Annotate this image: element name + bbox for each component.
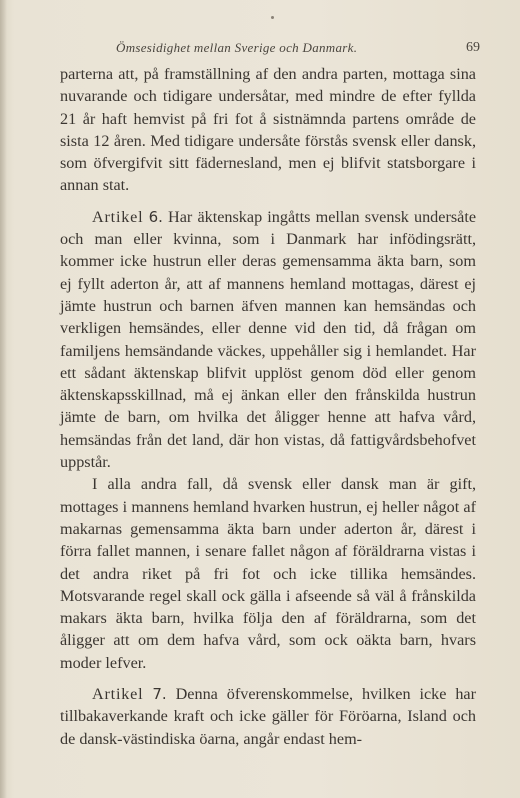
article-label: Artikel xyxy=(92,207,144,226)
page-header xyxy=(60,40,480,60)
paragraph-other-cases xyxy=(60,473,476,674)
paragraph-continuation xyxy=(60,63,476,197)
body-text xyxy=(60,63,476,750)
binding-shadow xyxy=(0,0,7,798)
page-number: 69 xyxy=(466,40,480,55)
paragraph-text: I alla andra fall, då svensk eller dansk man är gift, mottages i mannens hemland hvarken hustrun, ej heller något af makarnas gemensamma äkta barn under aderton år, därest i förra fallet mannen, i senare fallet någon af föräldrarna vistas i det andra riket på fri fot och icke tillika hemsändes. Motsvarande regel skall ock gälla i afseende så väl å frånskilda makars äkta barn, hvilka följa den af föräldrarna, som det åligger att om dem hafva vård, som ock oäkta barn, hvars moder lefver. xyxy=(60,475,476,672)
paragraph-article-7 xyxy=(60,683,476,750)
paragraph-text: Har äktenskap ingåtts mellan svensk undersåte och man eller kvinna, som i Danmark har infödingsrätt, kommer icke hustrun eller deras gemensamma äkta barn, som ej fyllt aderton år, att af mannens hemland mottagas, därest ej jämte hustrun och barnen äfven mannen kan hemsändas och verkligen hemsändes, eller denne vid den tid, då frågan om familjens hemsändande väckes, uppehåller sig i hemlandet. Har ett sådant äktenskap blifvit upplöst genom död eller genom äktenskapsskillnad, må ej änkan eller den frånskilda hustrun jämte de barn, om hvilka det åligger henne att hafva vård, hemsändas från det land, där hon vistas, då fattigvårdsbehofvet uppstår. xyxy=(60,207,477,472)
article-number: 7. xyxy=(152,685,167,704)
paragraph-text: parterna att, på framställning af den andra parten, mottaga sina nuvarande och tidigare undersåtar, med mindre de efter fyllda 21 år haft hemvist på fri fot å sistnämnda partens område de sista 12 åren. Med tidigare undersåte förstås svensk eller dansk, som öfvergifvit sitt fädernesland, men ej blifvit statsborgare i annan stat. xyxy=(60,65,476,195)
article-label: Artikel xyxy=(92,685,144,704)
paragraph-article-6 xyxy=(60,206,476,474)
running-title: Ömsesidighet mellan Sverige och Danmark. xyxy=(116,40,358,55)
article-number: 6. xyxy=(148,207,163,226)
paragraph-text: Denna öfverenskommelse, hvilken icke har tillbakaverkande kraft och icke gäller för Föröarna, Island och de dansk-västindiska öarna, angår endast hem- xyxy=(60,685,477,748)
ink-speck xyxy=(271,16,274,19)
